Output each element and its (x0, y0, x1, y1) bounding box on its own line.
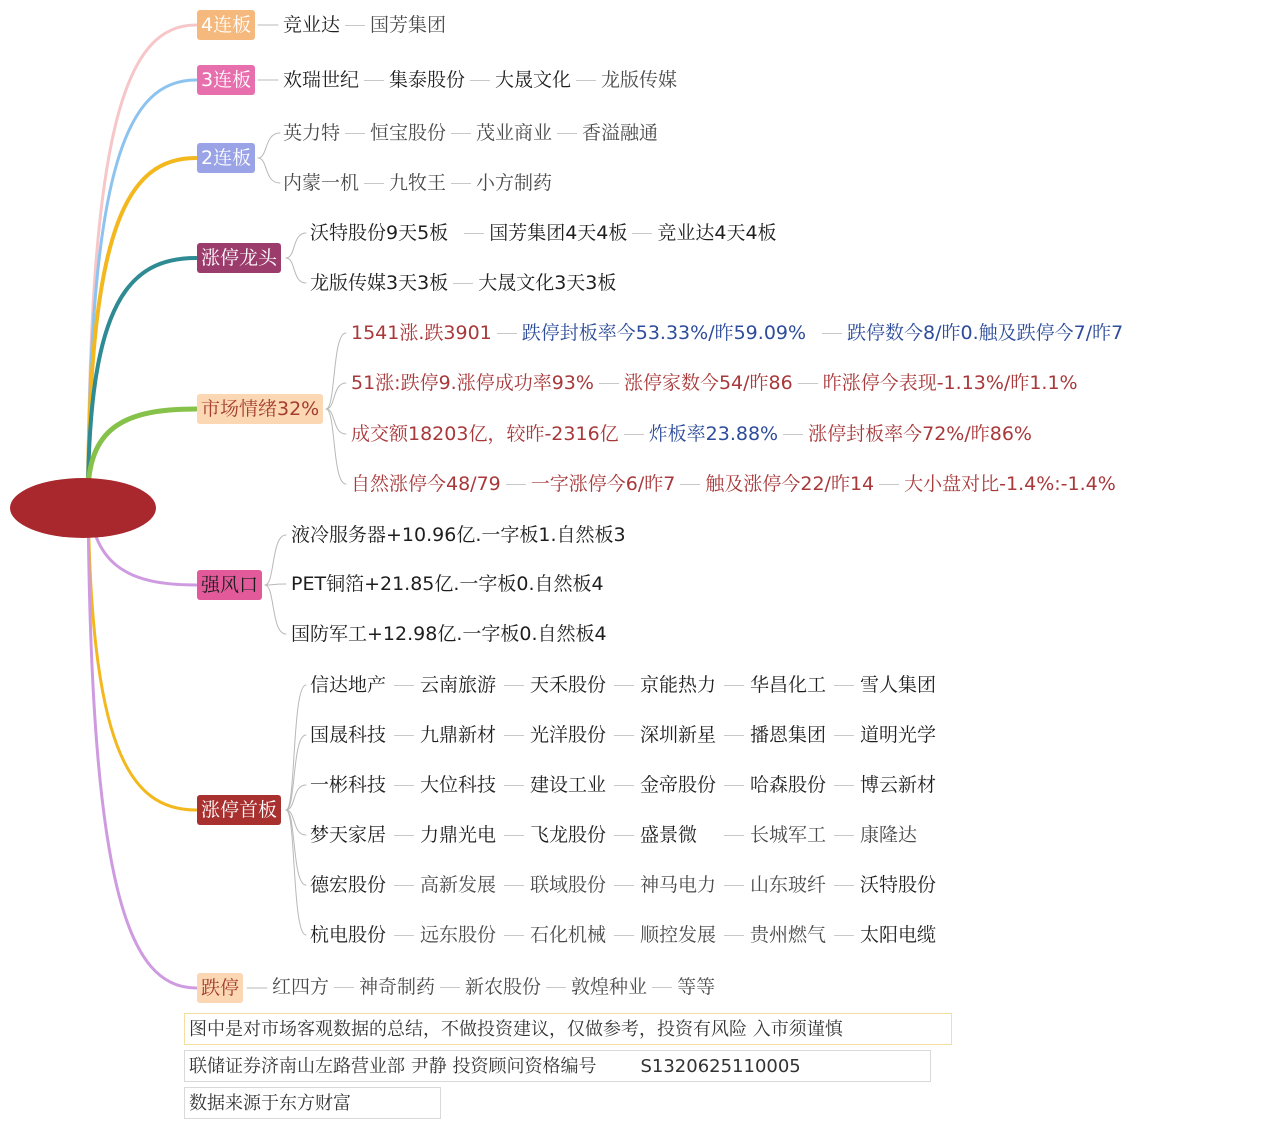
stat-item[interactable]: 1541涨.跌3901 (351, 322, 492, 344)
fork-first-limit-up (286, 685, 306, 810)
separator (464, 233, 484, 234)
separator (724, 885, 744, 886)
stock-item[interactable]: 欢瑞世纪 (283, 69, 360, 91)
stat-item[interactable]: 大小盘对比-1.4%:-1.4% (904, 473, 1116, 495)
stock-item[interactable]: 茂业商业 (476, 122, 553, 144)
row-3-limit-up (283, 65, 677, 95)
branch-limit-up-leaders[interactable]: 涨停龙头 (197, 243, 281, 273)
separator (345, 25, 365, 26)
separator (624, 434, 644, 435)
row-4-limit-up (283, 10, 446, 40)
separator (724, 785, 744, 786)
stock-item[interactable]: 国晟科技 (310, 724, 387, 746)
stock-item[interactable]: 竞业达4天4板 (657, 222, 777, 244)
stock-item[interactable]: 大位科技 (420, 774, 497, 796)
advisor-note (184, 1050, 931, 1082)
branch-line-3-limit-up (88, 80, 196, 490)
stock-item[interactable]: 天禾股份 (530, 674, 607, 696)
stock-item[interactable]: 等等 (677, 976, 716, 998)
separator (345, 133, 365, 134)
disclaimer-note: 图中是对市场客观数据的总结，不做投资建议，仅做参考，投资有风险 入市须谨慎 (184, 1013, 952, 1045)
stock-item[interactable]: 山东玻纤 (750, 874, 827, 896)
separator (614, 685, 634, 686)
separator (394, 785, 414, 786)
stock-item[interactable]: 敦煌种业 (571, 976, 648, 998)
separator (614, 735, 634, 736)
stat-item[interactable]: 成交额18203亿，较昨-2316亿 (351, 423, 619, 445)
fork-leaders (286, 233, 306, 258)
separator (834, 935, 854, 936)
separator (394, 885, 414, 886)
separator (632, 233, 652, 234)
row-2-limit-up-1 (283, 118, 658, 148)
stock-item[interactable]: 德宏股份 (310, 874, 387, 896)
stock-item[interactable]: 博云新材 (860, 774, 937, 796)
stock-item[interactable]: 道明光学 (860, 724, 937, 746)
branch-strong-sectors[interactable]: 强风口 (197, 570, 262, 600)
row-sector-3 (291, 619, 607, 649)
sector-item[interactable]: 液冷服务器+10.96亿.一字板1.自然板3 (291, 524, 626, 546)
stock-item[interactable]: 神奇制药 (359, 976, 436, 998)
stock-item[interactable]: 金帝股份 (640, 774, 717, 796)
stock-item[interactable]: 云南旅游 (420, 674, 497, 696)
stat-item[interactable]: 涨停家数今54/昨86 (623, 372, 793, 394)
stock-item[interactable]: 龙版传媒3天3板 (310, 272, 449, 294)
separator (546, 987, 566, 988)
separator (394, 685, 414, 686)
separator (557, 133, 577, 134)
branch-limit-down[interactable]: 跌停 (197, 973, 243, 1003)
branch-4-limit-up[interactable]: 4连板 (197, 10, 255, 40)
separator (599, 383, 619, 384)
separator (453, 283, 473, 284)
stock-item[interactable]: 顺控发展 (640, 924, 717, 946)
row-limit-down (272, 972, 715, 1002)
separator (506, 484, 526, 485)
separator (504, 835, 524, 836)
fork-sectors (265, 584, 286, 585)
stock-item[interactable]: 国芳集团 (370, 14, 447, 36)
stat-item[interactable]: 跌停数今8/昨0.触及跌停今7/昨7 (847, 322, 1124, 344)
branch-line-limit-down (88, 490, 196, 988)
fork-first-limit-up (286, 735, 306, 810)
stock-item[interactable]: 京能热力 (640, 674, 717, 696)
fork-sectors (265, 535, 286, 585)
stock-item[interactable]: 康隆达 (860, 824, 918, 846)
fork-sentiment (326, 333, 346, 409)
stock-item[interactable]: 沃特股份 (860, 874, 937, 896)
stock-item[interactable]: 九牧王 (389, 172, 447, 194)
separator (879, 484, 899, 485)
stock-item[interactable]: 九鼎新材 (420, 724, 497, 746)
stock-item[interactable]: 国芳集团4天4板 (489, 222, 628, 244)
stock-item[interactable]: 华昌化工 (750, 674, 827, 696)
stock-item[interactable]: 杭电股份 (310, 924, 387, 946)
row-sector-2 (291, 569, 604, 599)
fork-first-limit-up (286, 810, 306, 835)
fork-2-limit-up (258, 133, 280, 158)
branch-line-first-limit-up (88, 490, 196, 810)
separator (364, 183, 384, 184)
fork-first-limit-up (286, 810, 306, 885)
separator (451, 133, 471, 134)
row-2-limit-up-2 (283, 168, 552, 198)
stock-item[interactable]: 英力特 (283, 122, 341, 144)
stock-item[interactable]: 联域股份 (530, 874, 607, 896)
stock-item[interactable]: 力鼎光电 (420, 824, 497, 846)
separator (724, 735, 744, 736)
separator (724, 685, 744, 686)
stock-item[interactable]: 大晟文化 (495, 69, 572, 91)
separator (724, 835, 744, 836)
separator (470, 80, 490, 81)
stock-item[interactable]: 竞业达 (283, 14, 341, 36)
stock-item[interactable]: 建设工业 (530, 774, 607, 796)
separator (798, 383, 818, 384)
branch-2-limit-up[interactable]: 2连板 (197, 143, 255, 173)
stock-item[interactable]: 石化机械 (530, 924, 607, 946)
separator (680, 484, 700, 485)
fork-sectors (265, 585, 286, 634)
stock-item[interactable]: 信达地产 (310, 674, 387, 696)
stock-item[interactable]: 播恩集团 (750, 724, 827, 746)
row-sentiment-4 (351, 469, 1116, 499)
root-node[interactable] (10, 478, 156, 538)
stock-item[interactable]: 贵州燃气 (750, 924, 827, 946)
separator (451, 183, 471, 184)
separator (504, 885, 524, 886)
separator (504, 685, 524, 686)
stat-item[interactable]: 一字涨停今6/昨7 (530, 473, 676, 495)
license-number: S1320625110005 (640, 1056, 801, 1077)
row-sentiment-2 (351, 368, 1078, 398)
stat-item[interactable]: 触及涨停今22/昨14 (705, 473, 875, 495)
stock-item[interactable]: 红四方 (272, 976, 330, 998)
stat-item[interactable]: 昨涨停今表现-1.13%/昨1.1% (822, 372, 1078, 394)
stock-item[interactable]: 神马电力 (640, 874, 717, 896)
branch-market-sentiment[interactable]: 市场情绪32% (197, 394, 323, 424)
row-sector-1 (291, 520, 626, 550)
stat-item[interactable]: 炸板率23.88% (648, 423, 779, 445)
row-leaders-1 (310, 218, 777, 248)
branch-first-limit-up[interactable]: 涨停首板 (197, 795, 281, 825)
branch-line-4-limit-up (88, 25, 196, 490)
advisor-text: 联储证券济南山左路营业部 尹静 投资顾问资格编号 (189, 1056, 597, 1077)
stock-item[interactable]: 沃特股份9天5板 (310, 222, 449, 244)
stock-item[interactable]: 香溢融通 (582, 122, 659, 144)
stock-item[interactable]: 盛景微 (640, 824, 698, 846)
stock-item[interactable]: 内蒙一机 (283, 172, 360, 194)
separator (504, 785, 524, 786)
stock-item[interactable]: 飞龙股份 (530, 824, 607, 846)
separator (394, 935, 414, 936)
separator (364, 80, 384, 81)
separator (614, 935, 634, 936)
separator (834, 735, 854, 736)
fork-leaders (286, 258, 306, 283)
separator (834, 685, 854, 686)
stock-item[interactable]: 雪人集团 (860, 674, 937, 696)
separator (724, 935, 744, 936)
separator (614, 785, 634, 786)
separator (614, 835, 634, 836)
branch-3-limit-up[interactable]: 3连板 (197, 65, 255, 95)
row-leaders-2 (310, 268, 616, 298)
separator (334, 987, 354, 988)
fork-sentiment (326, 409, 346, 434)
stock-item[interactable]: 远东股份 (420, 924, 497, 946)
row-sentiment-3 (351, 419, 1032, 449)
stat-item[interactable]: 跌停封板率今53.33%/昨59.09% (521, 322, 807, 344)
separator (614, 885, 634, 886)
separator (834, 885, 854, 886)
fork-sentiment (326, 383, 346, 409)
separator (504, 935, 524, 936)
separator (576, 80, 596, 81)
stat-item[interactable]: 涨停封板率今72%/昨86% (808, 423, 1032, 445)
stock-item[interactable]: 新农股份 (465, 976, 542, 998)
separator (822, 333, 842, 334)
stock-item[interactable]: 小方制药 (476, 172, 553, 194)
separator (834, 785, 854, 786)
stock-item[interactable]: 太阳电缆 (860, 924, 937, 946)
sector-item[interactable]: 国防军工+12.98亿.一字板0.自然板4 (291, 623, 607, 645)
stock-item[interactable]: 集泰股份 (389, 69, 466, 91)
branch-line-2-limit-up (88, 158, 196, 490)
stock-item[interactable]: 恒宝股份 (370, 122, 447, 144)
separator (504, 735, 524, 736)
stock-item[interactable]: 高新发展 (420, 874, 497, 896)
separator (834, 835, 854, 836)
sector-item[interactable]: PET铜箔+21.85亿.一字板0.自然板4 (291, 573, 604, 595)
fork-first-limit-up (286, 810, 306, 935)
stat-item[interactable]: 自然涨停今48/79 (351, 473, 501, 495)
stat-item[interactable]: 51涨:跌停9.涨停成功率93% (351, 372, 594, 394)
source-note: 数据来源于东方财富 (184, 1087, 441, 1119)
stock-item[interactable]: 深圳新星 (640, 724, 717, 746)
separator (440, 987, 460, 988)
separator (394, 735, 414, 736)
stock-item[interactable]: 光洋股份 (530, 724, 607, 746)
fork-first-limit-up (286, 785, 306, 810)
stock-item[interactable]: 哈森股份 (750, 774, 827, 796)
stock-item[interactable]: 龙版传媒 (601, 69, 678, 91)
branch-line-leaders (88, 258, 196, 490)
separator (497, 333, 517, 334)
separator (394, 835, 414, 836)
branch-line-sentiment (88, 409, 196, 490)
stock-item[interactable]: 梦天家居 (310, 824, 387, 846)
fork-2-limit-up (258, 158, 280, 183)
fork-sentiment (326, 409, 346, 484)
separator (783, 434, 803, 435)
stock-item[interactable]: 长城军工 (750, 824, 827, 846)
stock-item[interactable]: 大晟文化3天3板 (478, 272, 617, 294)
separator (652, 987, 672, 988)
row-sentiment-1 (351, 318, 1123, 348)
stock-item[interactable]: 一彬科技 (310, 774, 387, 796)
